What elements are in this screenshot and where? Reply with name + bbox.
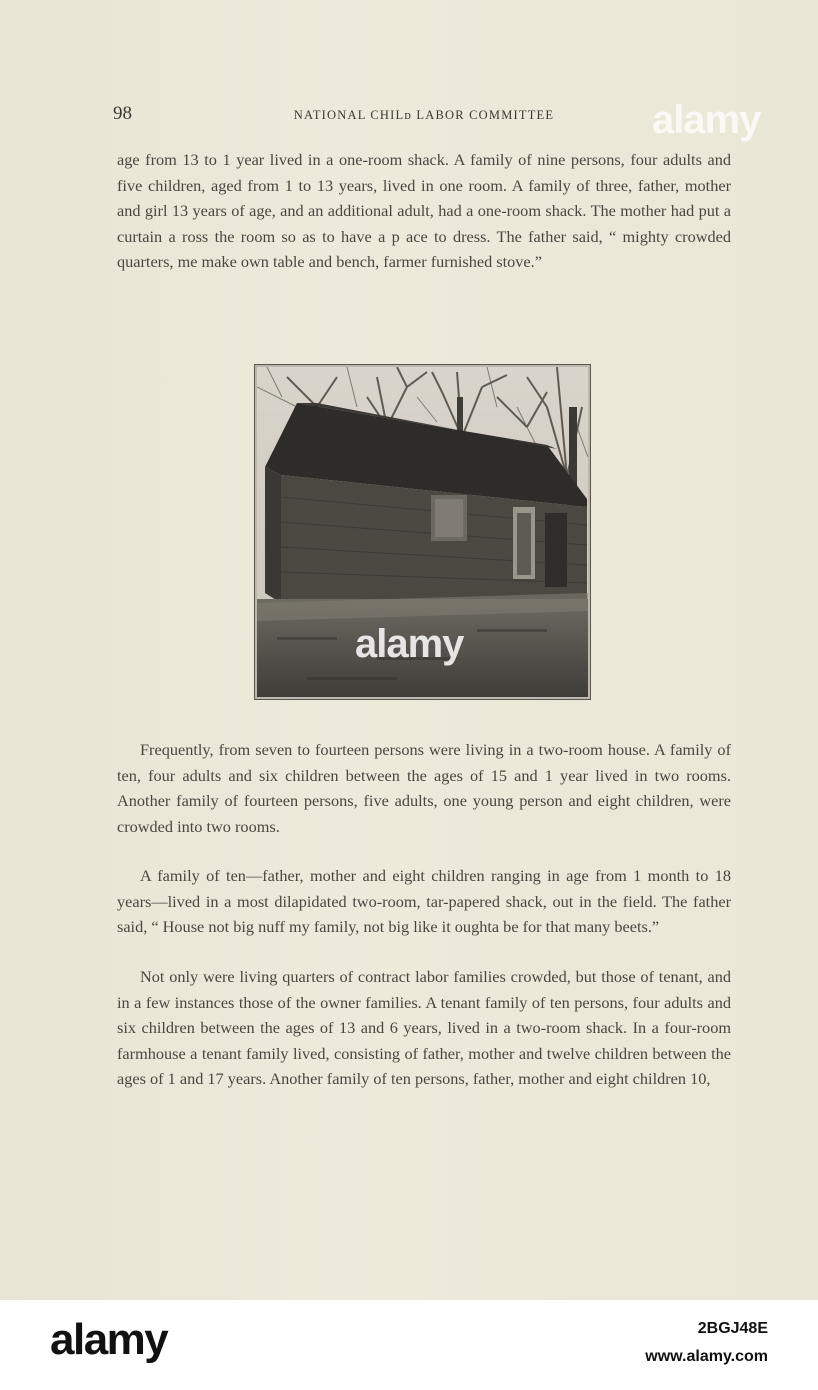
alamy-logo: alamy <box>50 1315 168 1364</box>
paragraph-3: A family of ten—father, mother and eight children ranging in age from 1 month to 18 years—lived in a most dilapidated two-room, tar-papered shack, out in the field. The father said, “ House not big nuff my family, not big like it oughta be for that many beets.” <box>117 866 731 937</box>
paragraph-1: age from 13 to 1 year lived in a one-room shack. A family of nine persons, four adults and five children, aged from 1 to 13 years, lived in one room. A family of three, father, mother and girl 13 years of age, and an additional adult, had a one-room shack. The mother had put a curtain a ross the room so as to have a p ace to dress. The father said, “ mighty crowded quarters, me make own table and bench, farmer furnished stove.” <box>117 150 731 272</box>
watermark-top: alamy <box>652 98 761 142</box>
image-id-label: 2BGJ48E <box>697 1320 768 1337</box>
stock-url-link[interactable]: www.alamy.com <box>645 1348 768 1365</box>
watermark-center: alamy <box>355 622 464 666</box>
paragraph-2: Frequently, from seven to fourteen persons were living in a two-room house. A family of ten, four adults and six children between the ages of 15 and 1 year lived in two rooms. Another family of fourteen persons, five adults, one young person and eight children, were crowded into two rooms. <box>117 740 731 836</box>
running-head: NATIONAL CHILᴅ LABOR COMMITTEE <box>293 108 555 122</box>
paragraph-4: Not only were living quarters of contract labor families crowded, but those of tenant, and in a few instances those of the owner families. A tenant family of ten persons, four adults and six children between the ages of 13 and 6 years, lived in a two-room shack. In a four-room farmhouse a tenant family lived, consisting of father, mother and twelve children between the ages of 1 and 17 years. Another family of ten persons, father, mother and eight children 10, <box>117 967 731 1089</box>
page-number: 98 <box>113 103 132 124</box>
